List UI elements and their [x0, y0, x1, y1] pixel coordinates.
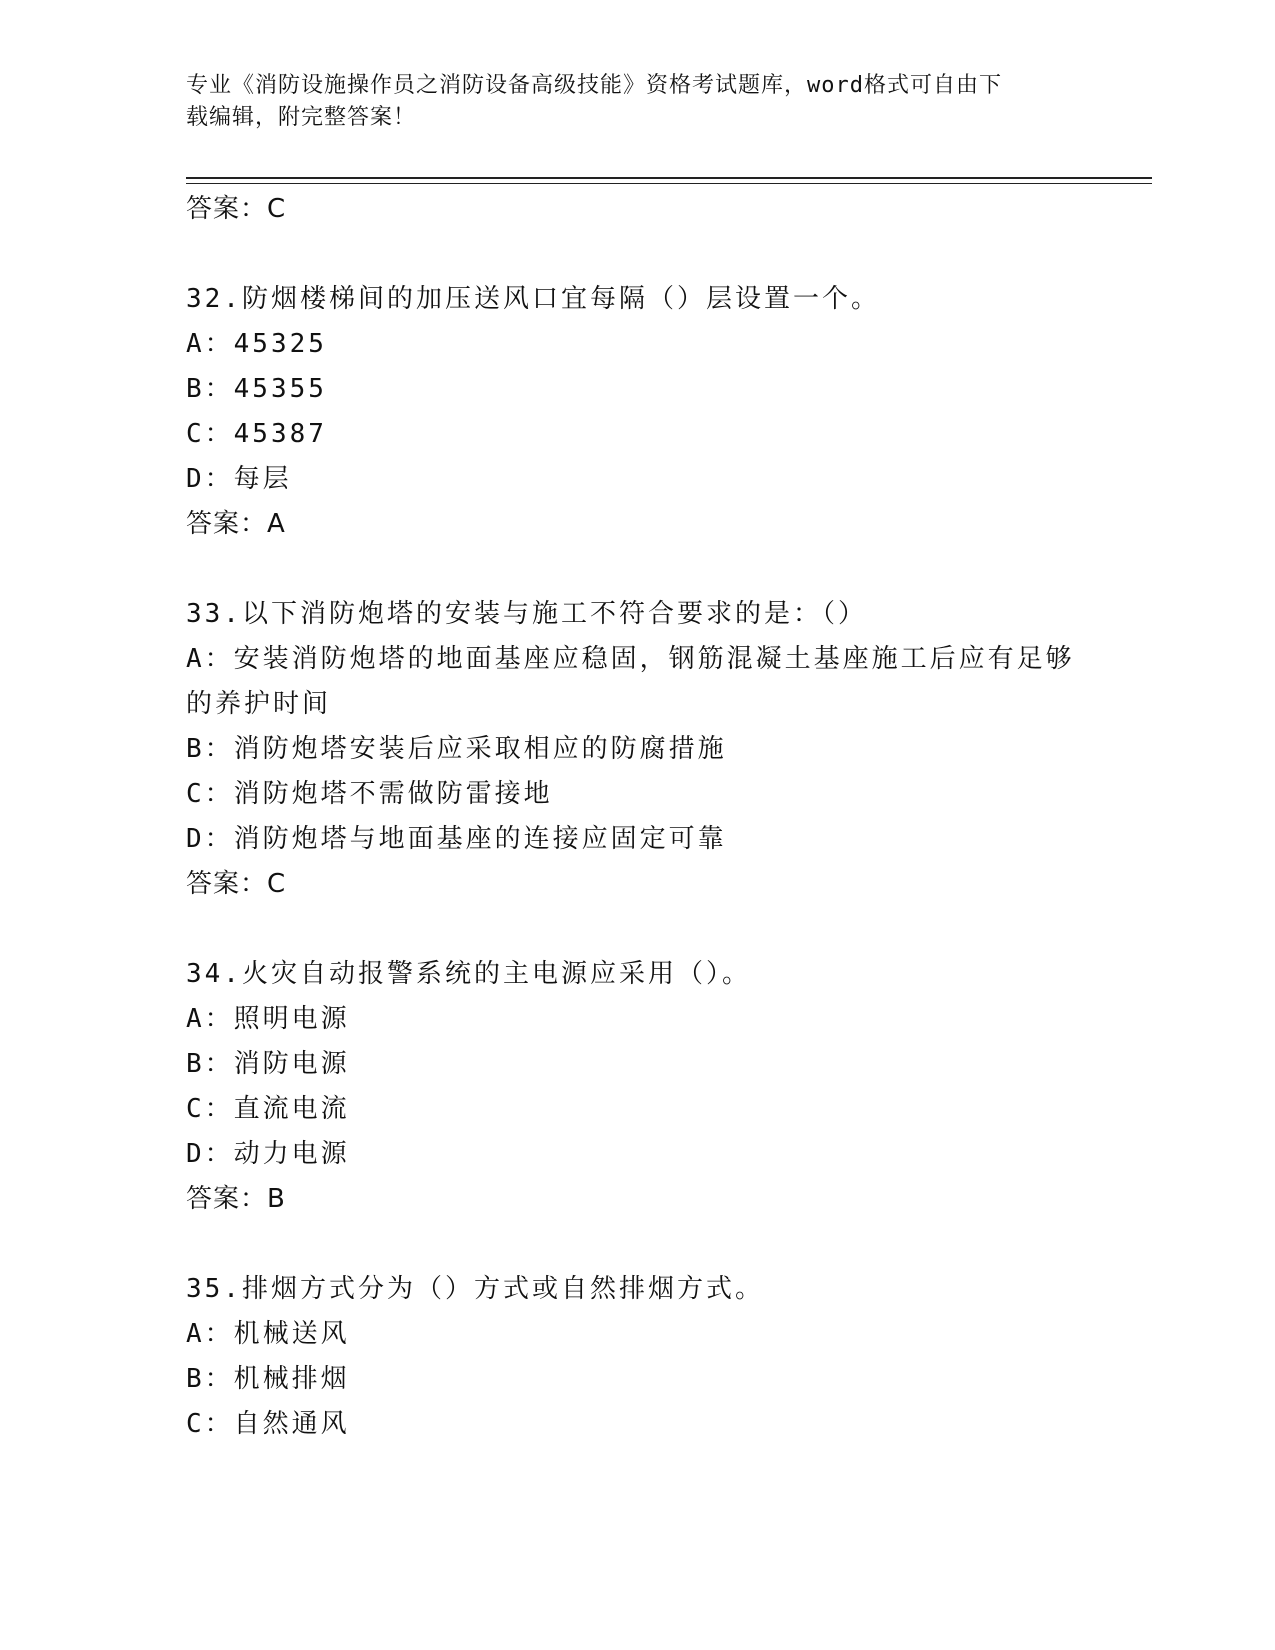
- question-34-option-a: A：照明电源: [186, 1004, 350, 1034]
- question-35-stem: 35.排烟方式分为（）方式或自然排烟方式。: [186, 1274, 764, 1304]
- question-33-option-a-line-1: A：安装消防炮塔的地面基座应稳固，钢筋混凝土基座施工后应有足够: [186, 644, 1075, 674]
- answer-q31: 答案：C: [186, 194, 287, 224]
- question-34-option-b: B：消防电源: [186, 1049, 350, 1079]
- header-line-1: 专业《消防设施操作员之消防设备高级技能》资格考试题库，word格式可自由下: [186, 73, 1002, 98]
- header-divider-thick: [186, 177, 1152, 179]
- question-34-stem: 34.火灾自动报警系统的主电源应采用（）。: [186, 959, 751, 989]
- question-34-option-d: D：动力电源: [186, 1139, 350, 1169]
- question-35-option-a: A：机械送风: [186, 1319, 350, 1349]
- header-line-2: 载编辑，附完整答案！: [186, 105, 417, 130]
- question-32-stem: 32.防烟楼梯间的加压送风口宜每隔（）层设置一个。: [186, 284, 880, 314]
- header-divider-thin: [186, 183, 1152, 184]
- question-34-option-c: C：直流电流: [186, 1094, 350, 1124]
- question-33-option-d: D：消防炮塔与地面基座的连接应固定可靠: [186, 824, 727, 854]
- question-32-option-c: C：45387: [186, 419, 327, 449]
- question-33-option-c: C：消防炮塔不需做防雷接地: [186, 779, 553, 809]
- question-35-option-b: B：机械排烟: [186, 1364, 350, 1394]
- question-32-option-d: D：每层: [186, 464, 292, 494]
- answer-q34: 答案：B: [186, 1184, 286, 1214]
- question-35-option-c: C：自然通风: [186, 1409, 350, 1439]
- answer-q32: 答案：A: [186, 509, 286, 539]
- document-header: [186, 70, 1086, 134]
- question-33-option-a-line-2: 的养护时间: [186, 689, 332, 719]
- question-33-option-b: B：消防炮塔安装后应采取相应的防腐措施: [186, 734, 727, 764]
- question-32-option-a: A：45325: [186, 329, 327, 359]
- answer-q33: 答案：C: [186, 869, 287, 899]
- question-33-stem: 33.以下消防炮塔的安装与施工不符合要求的是：（）: [186, 599, 867, 629]
- question-32-option-b: B：45355: [186, 374, 327, 404]
